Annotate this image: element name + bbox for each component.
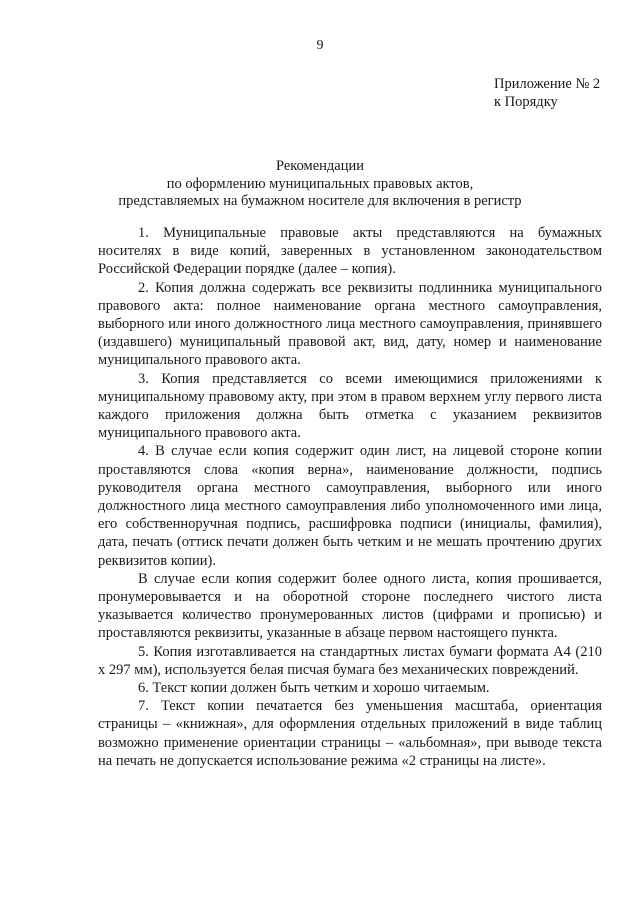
paragraph-5: 5. Копия изготавливается на стандартных листах бумаги формата А4 (210 х 297 мм), используется белая писчая бумага без механических повреждений. (98, 643, 602, 678)
document-body (98, 224, 602, 770)
paragraph-3: 3. Копия представляется со всеми имеющимися приложениями к муниципальному правовому акту, при этом в правом верхнем углу первого листа каждого приложения должна быть отметка с указанием реквизитов муниципального правового акта. (98, 370, 602, 442)
title-line-3: представляемых на бумажном носителе для включения в регистр (118, 193, 522, 209)
document-title (0, 158, 640, 211)
paragraph-1: 1. Муниципальные правовые акты представляются на бумажных носителях в виде копий, заверенных в установленном законодательством Российской Федерации порядке (далее – копия). (98, 225, 602, 278)
paragraph-2: 2. Копия должна содержать все реквизиты подлинника муниципального правового акта: полное наименование органа местного самоуправления, выборного или иного должностного лица местного самоуправления, принявшего (издавшего) муниципальный правовой акт, вид, дату, номер и наименование муниципального правового акта. (98, 279, 602, 369)
page-number: 9 (316, 38, 324, 53)
appendix-number: Приложение № 2 (494, 76, 601, 92)
title-line-1: Рекомендации (275, 158, 365, 174)
appendix-reference (494, 75, 600, 111)
paragraph-4-continued: В случае если копия содержит более одного листа, копия прошивается, пронумеровывается и на оборотной стороне последнего чистого листа указывается количество пронумерованных листов (цифрами и прописью) и проставляются реквизиты, указанные в абзаце первом настоящего пункта. (98, 570, 602, 642)
paragraph-6: 6. Текст копии должен быть четким и хорошо читаемым. (138, 680, 490, 697)
title-line-2: по оформлению муниципальных правовых актов, (166, 175, 474, 192)
appendix-parent-document: к Порядку (494, 94, 558, 110)
paragraph-4: 4. В случае если копия содержит один лист, на лицевой стороне копии проставляются слова «копия верна», наименование должности, подпись руководителя органа местного самоуправления, выборного или иного должностного лица местного самоуправления либо уполномоченного ими лица, его собственноручная подпись, расшифровка подписи (инициалы, фамилия), дата, печать (оттиск печати должен быть четким и не мешать прочтению других реквизитов копии). (98, 443, 602, 569)
paragraph-7: 7. Текст копии печатается без уменьшения масштаба, ориентация страницы – «книжная», для оформления отдельных приложений в виде таблиц возможно применение ориентации страницы – «альбомная», при выводе текста на печать не допускается использование режима «2 страницы на листе». (98, 698, 602, 769)
